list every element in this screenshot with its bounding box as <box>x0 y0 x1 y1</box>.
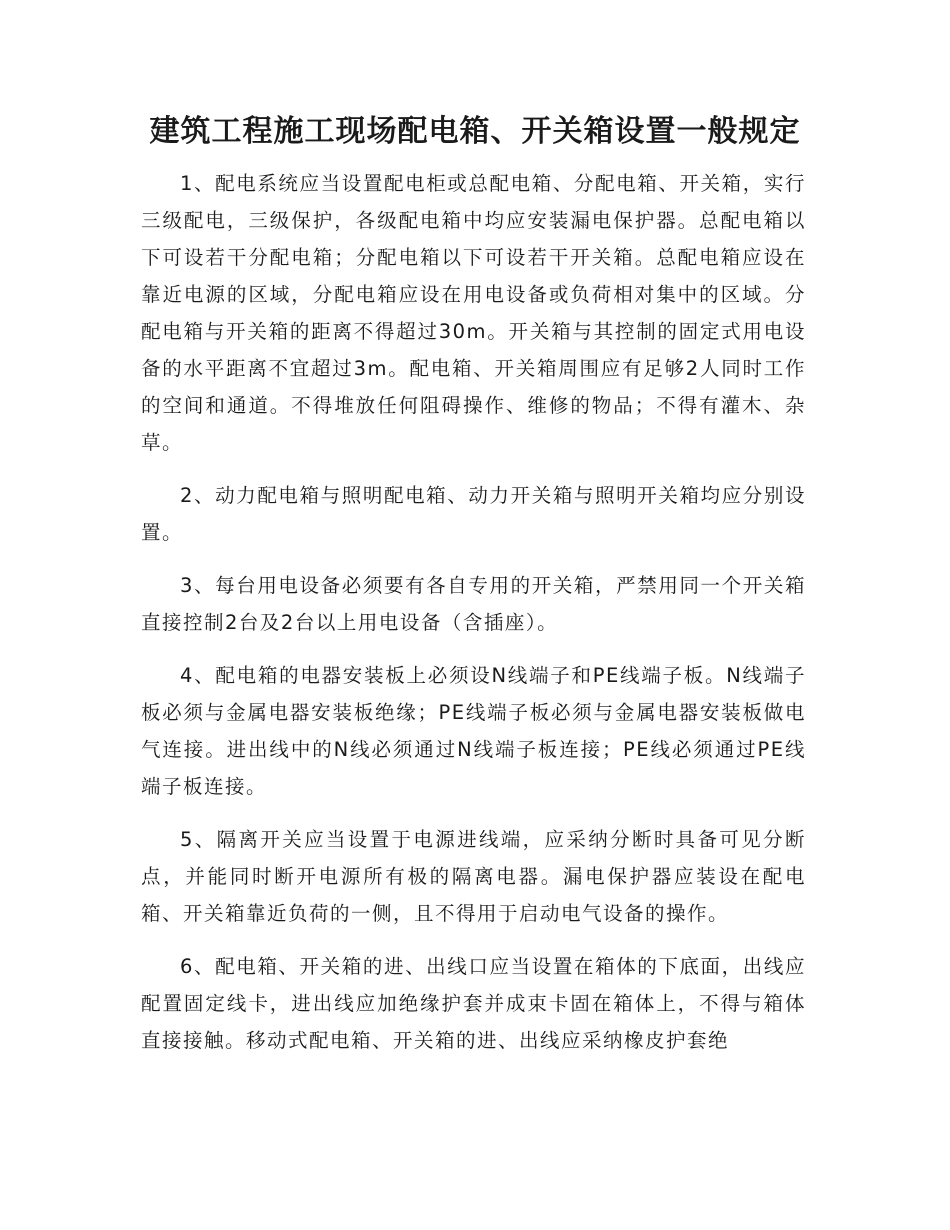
paragraph-2: 2、动力配电箱与照明配电箱、动力开关箱与照明开关箱均应分别设置。 <box>141 484 806 544</box>
paragraph-5: 5、隔离开关应当设置于电源进线端，应采纳分断时具备可见分断点，并能同时断开电源所有极的隔离电器。漏电保护器应装设在配电箱、开关箱靠近负荷的一侧，且不得用于启动电气设备的操作。 <box>141 828 806 925</box>
document-title: 建筑工程施工现场配电箱、开关箱设置一般规定 <box>149 114 801 149</box>
document-body <box>141 165 806 1075</box>
paragraph-1: 1、配电系统应当设置配电柜或总配电箱、分配电箱、开关箱，实行三级配电，三级保护，各级配电箱中均应安装漏电保护器。总配电箱以下可设若干分配电箱；分配电箱以下可设若干开关箱。总配电箱应设在靠近电源的区域，分配电箱应设在用电设备或负荷相对集中的区域。分配电箱与开关箱的距离不得超过30m。开关箱与其控制的固定式用电设备的水平距离不宜超过3m。配电箱、开关箱周围应有足够2人同时工作的空间和通道。不得堆放任何阻碍操作、维修的物品；不得有灌木、杂草。 <box>141 172 806 454</box>
paragraph-3: 3、每台用电设备必须要有各自专用的开关箱，严禁用同一个开关箱直接控制2台及2台以上用电设备（含插座）。 <box>141 574 806 634</box>
paragraph-4: 4、配电箱的电器安装板上必须设N线端子和PE线端子板。N线端子板必须与金属电器安装板绝缘；PE线端子板必须与金属电器安装板做电气连接。进出线中的N线必须通过N线端子板连接；PE线必须通过PE线端子板连接。 <box>141 664 806 798</box>
paragraph-6: 6、配电箱、开关箱的进、出线口应当设置在箱体的下底面，出线应配置固定线卡，进出线应加绝缘护套并成束卡固在箱体上，不得与箱体直接接触。移动式配电箱、开关箱的进、出线应采纳橡皮护套绝 <box>141 955 806 1052</box>
